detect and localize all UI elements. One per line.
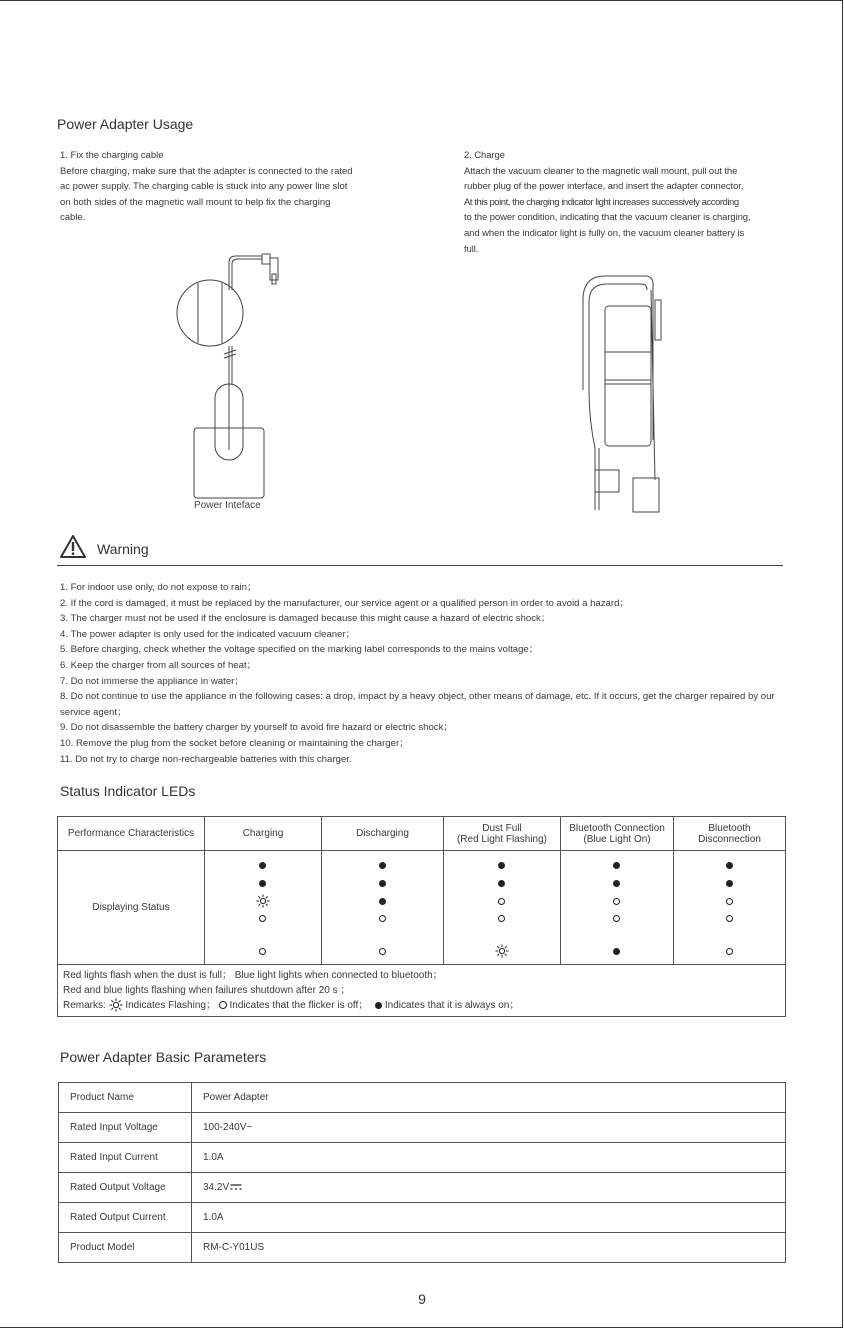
warning-list [60,580,788,767]
step2-line: rubber plug of the power interface, and insert the adapter connector, [464,181,744,193]
remarks-line: Red and blue lights flashing when failures shutdown after 20 s ； [63,985,351,996]
led-dot-cell [674,851,786,965]
step2-line: At this point, the charging indicator light increases successively according [464,196,739,208]
param-value: 1.0A [192,1143,786,1173]
remarks-line: Red lights flash when the dust is full； Blue light lights when connected to bluetooth； [63,970,443,981]
led-on [613,880,620,887]
led-off [498,915,505,922]
warning-item: 8. Do not continue to use the appliance in the following cases: a drop, impact by a heavy object, other means of damage, etc. If it occurs, get the charger repaired by our service agent； [60,691,775,718]
led-row-label: Displaying Status [58,851,205,965]
warning-header [57,532,783,566]
led-col-title: Bluetooth Connection [569,822,665,834]
led-col-header [205,817,322,851]
param-value-cell [192,1173,786,1203]
params-title: Power Adapter Basic Parameters [60,1049,267,1065]
step2-text [464,148,794,257]
led-col-header [561,817,674,851]
led-on [259,862,266,869]
step2-line: Attach the vacuum cleaner to the magnetic wall mount, pull out the [464,165,738,177]
param-value: 100-240V~ [192,1113,786,1143]
params-row [59,1113,786,1143]
step1-heading: 1. Fix the charging cable [60,150,164,161]
warning-item: 5. Before charging, check whether the voltage specified on the marking label corresponds to the mains voltage； [60,644,539,656]
remarks-legend [63,998,780,1013]
led-on [498,862,505,869]
warning-item: 1. For indoor use only, do not expose to rain； [60,582,257,593]
params-table [58,1082,786,1263]
led-col-header [322,817,444,851]
led-col-title: Bluetooth [708,822,751,834]
led-remarks-row [58,965,786,1017]
param-key: Rated Output Voltage [59,1173,192,1203]
led-header-label: Performance Characteristics [58,817,205,851]
led-col-title: Charging [242,828,284,839]
params-row [59,1083,786,1113]
step1-line: Before charging, make sure that the adapter is connected to the rated [60,165,353,177]
warning-item: 9. Do not disassemble the battery charger by yourself to avoid fire hazard or electric shock； [60,722,453,734]
led-off [259,915,266,922]
led-remarks [58,965,786,1017]
led-off [498,898,505,905]
step1-line: on both sides of the magnetic wall mount to help fix the charging [60,196,331,208]
led-status-table [57,816,786,1017]
param-key: Rated Input Current [59,1143,192,1173]
params-row [59,1173,786,1203]
led-col-header [444,817,561,851]
led-on [379,898,386,905]
led-col-subtitle: (Red Light Flashing) [456,833,548,845]
warning-title: Warning [97,541,149,557]
flashing-light-icon [109,998,123,1012]
params-row [59,1203,786,1233]
step1-line: ac power supply. The charging cable is stuck into any power line slot [60,181,348,193]
warning-item: 7. Do not immerse the appliance in water； [60,675,244,687]
step2-line: and when the indicator light is fully on, the vacuum cleaner battery is [464,227,745,239]
led-off [379,915,386,922]
remarks-off-text: Indicates that the flicker is off； [229,1000,369,1011]
param-value: 34.2V [203,1182,230,1193]
led-on [726,880,733,887]
led-dot-cell [322,851,444,965]
param-value: 1.0A [192,1203,786,1233]
warning-item: 3. The charger must not be used if the enclosure is damaged because this might cause a hazard of electric shock； [60,613,551,625]
warning-item: 4. The power adapter is only used for the indicated vacuum cleaner； [60,628,356,640]
param-value: RM-C-Y01US [192,1233,786,1263]
params-row [59,1233,786,1263]
param-key: Product Model [59,1233,192,1263]
led-header-row [58,817,786,851]
wall-mount-illustration [170,250,280,500]
param-key: Rated Output Current [59,1203,192,1233]
led-off [726,948,733,955]
led-status-row [58,851,786,965]
remarks-prefix: Remarks: [63,1000,109,1011]
led-col-subtitle: (Blue Light On) [583,833,651,845]
vacuum-illustration [575,270,665,515]
led-off [379,948,386,955]
led-off [259,948,266,955]
led-dot-cell [444,851,561,965]
warning-item: 6. Keep the charger from all sources of heat； [60,659,257,671]
led-off [726,915,733,922]
led-col-title: Dust Full [482,822,522,834]
led-off [613,898,620,905]
step1-line: cable. [60,212,86,224]
warning-icon [59,534,87,559]
led-on [379,862,386,869]
dc-symbol-icon [230,1183,242,1191]
param-key: Rated Input Voltage [59,1113,192,1143]
remarks-flash-text: Indicates Flashing； [125,1000,216,1011]
led-on [726,862,733,869]
leds-title: Status Indicator LEDs [60,783,196,799]
warning-item: 2. If the cord is damaged, it must be replaced by the manufacturer, our service agent or a qualified person in order to avoid a hazard； [60,597,630,609]
step2-heading: 2. Charge [464,150,505,161]
led-dot-cell [205,851,322,965]
led-col-subtitle: Disconnection [698,833,761,845]
led-on [379,880,386,887]
led-col-title: Discharging [356,828,409,839]
led-on [259,880,266,887]
light-on-icon [375,1002,382,1009]
led-on [498,880,505,887]
led-col-header [674,817,786,851]
step2-line: full. [464,243,479,255]
remarks-on-text: Indicates that it is always on； [384,1000,520,1011]
warning-item: 11. Do not try to charge non-rechargeable batteries with this charger. [60,753,352,765]
params-row [59,1143,786,1173]
led-on [613,948,620,955]
power-interface-caption: Power Inteface [194,500,261,511]
page-number: 9 [418,1291,426,1307]
led-dot-cell [561,851,674,965]
light-off-icon [219,1001,227,1009]
step2-line: to the power condition, indicating that the vacuum cleaner is charging, [464,212,751,224]
param-key: Product Name [59,1083,192,1113]
warning-item: 10. Remove the plug from the socket before cleaning or maintaining the charger； [60,737,409,749]
led-flashing [256,894,270,908]
usage-title: Power Adapter Usage [57,116,194,132]
step1-text [60,148,400,226]
led-on [613,862,620,869]
param-value: Power Adapter [192,1083,786,1113]
led-off [613,915,620,922]
led-off [726,898,733,905]
led-flashing [495,944,509,958]
